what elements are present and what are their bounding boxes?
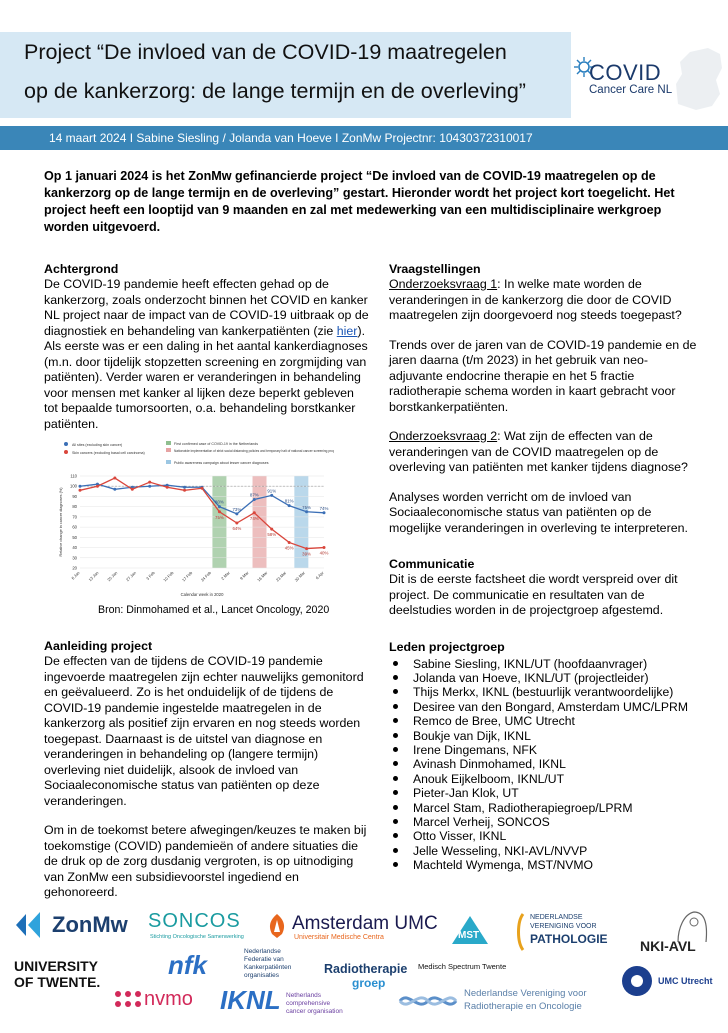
umc-utrecht-logo: UMC Utrecht xyxy=(658,976,713,986)
legend-label: Public awareness campaign about lesser cancer diagnoses xyxy=(174,461,269,465)
iknl-sub-2: comprehensive xyxy=(286,1000,331,1007)
data-point xyxy=(131,488,134,491)
umc-utrecht-icon xyxy=(620,964,654,998)
data-point xyxy=(183,486,186,489)
x-tick-label: 9 Mar xyxy=(238,570,250,581)
covid-logo-text: COVID xyxy=(589,60,662,85)
data-label: 58% xyxy=(267,532,277,538)
zonmw-icon xyxy=(14,910,48,940)
twente-line-1: UNIVERSITY xyxy=(14,958,99,974)
mst-full-name: Medisch Spectrum Twente xyxy=(418,962,507,971)
achtergrond-text-part2: ). Als eerste was er een daling in het aantal kankerdiagnoses (m.n. door tijdelijk stopzetten screening en zorgmijding van patiënten). Verder waren er veranderingen in behandeling voor mensen met kanker al lijken deze beperkt gebleven tot bepaalde tumorsoorten, o.a. behandeling borstkanker patiënten. xyxy=(44,323,368,431)
mst-logo: MST xyxy=(458,930,480,941)
page-title-line-2: op de kankerzorg: de lange termijn en de overleving” xyxy=(24,79,526,103)
partner-logos xyxy=(0,900,728,1033)
data-point xyxy=(148,481,151,484)
data-label: 87% xyxy=(249,492,259,498)
amsterdam-umc-logo: Amsterdam UMC xyxy=(292,913,438,934)
project-info: 14 maart 2024 I Sabine Siesling / Jolanda van Hoeve I ZonMw Projectnr: 10430372310017 xyxy=(49,131,533,145)
member-item: Thijs Merkx, IKNL (bestuurlijk verantwoordelijke) xyxy=(389,685,699,699)
y-tick-label: 80 xyxy=(72,504,77,510)
data-point xyxy=(166,486,169,489)
data-point xyxy=(201,487,204,490)
member-item: Jolanda van Hoeve, IKNL/UT (projectleider) xyxy=(389,671,699,685)
iknl-sub-3: cancer organisation xyxy=(286,1008,343,1015)
data-point xyxy=(323,511,326,514)
soncos-subtitle: Stichting Oncologische Samenwerking xyxy=(150,934,244,940)
nvvp-line-2: VERENIGING VOOR xyxy=(530,923,597,930)
data-point xyxy=(218,510,221,513)
y-tick-label: 70 xyxy=(72,514,77,520)
trends-paragraph: Trends over de jaren van de COVID-19 pandemie en de jaren daarna (t/m 2023) in het gebruik van neo-adjuvante endocrine therapie en het 5 fractie radiotherapie schema worden in kaart gebracht voor borstkankerpatiënten. xyxy=(389,337,697,414)
members-list xyxy=(389,657,699,873)
data-point xyxy=(288,541,291,544)
x-tick-label: 20 Jan xyxy=(106,570,119,583)
member-item: Boukje van Dijk, IKNL xyxy=(389,729,699,743)
data-label: 91% xyxy=(267,488,277,494)
section-title-vraagstellingen: Vraagstellingen xyxy=(389,262,481,276)
amsterdam-umc-subtitle: Universitair Medische Centra xyxy=(294,934,384,941)
section-title-aanleiding: Aanleiding project xyxy=(44,639,153,653)
data-point xyxy=(148,485,151,488)
member-item: Remco de Bree, UMC Utrecht xyxy=(389,714,699,728)
data-label: 74% xyxy=(249,515,259,521)
member-item: Marcel Verheij, SONCOS xyxy=(389,815,699,829)
member-item: Marcel Stam, Radiotherapiegroep/LPRM xyxy=(389,801,699,815)
data-point xyxy=(113,477,116,480)
legend-label: All sites (excluding skin cancer) xyxy=(72,443,123,447)
member-item: Otto Visser, IKNL xyxy=(389,829,699,843)
data-point xyxy=(96,485,99,488)
communicatie-text: Dit is de eerste factsheet die wordt verspreid over dit project. De communicatie en resultaten van de deelstudies worden in de projectgroep afgestemd. xyxy=(389,572,678,617)
nvvp-line-1: NEDERLANDSE xyxy=(530,914,583,921)
data-label: 80% xyxy=(215,499,224,505)
covid-cancer-care-logo xyxy=(573,54,723,104)
covid-logo-subtext: Cancer Care NL xyxy=(589,84,673,96)
hier-link[interactable]: hier xyxy=(336,323,358,338)
y-axis-title: Relative change in cancer diagnoses (%) xyxy=(59,487,63,557)
data-label: 39% xyxy=(302,551,311,557)
onderzoeksvraag-2-text: : Wat zijn de effecten van de veranderingen van de COVID maatregelen op de overleving van patiënten met kanker tijdens diagnose? xyxy=(389,429,688,474)
nfk-sub-1: Nederlandse xyxy=(244,948,281,955)
x-tick-label: 24 Feb xyxy=(199,570,213,583)
soncos-logo: SONCOS xyxy=(148,910,241,932)
netherlands-map-icon xyxy=(668,44,728,114)
section-title-achtergrond: Achtergrond xyxy=(44,262,119,276)
x-tick-label: 17 Feb xyxy=(180,570,194,583)
data-point xyxy=(270,494,273,497)
y-tick-label: 90 xyxy=(72,493,77,499)
x-tick-label: 30 Mar xyxy=(293,570,306,583)
legend-label: Skin cancers (excluding basal cell carcinoma) xyxy=(72,451,145,455)
member-item: Desiree van den Bongard, Amsterdam UMC/LPRM xyxy=(389,700,699,714)
x-tick-label: 10 Feb xyxy=(162,570,175,583)
nfk-sub-3: Kankerpatiënten xyxy=(244,964,292,971)
page-title-line-1: Project “De invloed van de COVID-19 maatregelen xyxy=(24,40,507,64)
iknl-logo: IKNL xyxy=(220,985,281,1015)
iknl-sub-1: Netherlands xyxy=(286,992,322,999)
aanleiding-paragraph-2: Om in de toekomst betere afwegingen/keuzes te maken bij toekomstige (COVID) pandemieën of andere situaties die de druk op de zorg dusdanig vergroten, is op uitnodiging van ZonMw een subsidievoorstel ingediend en gehonoreerd. xyxy=(44,823,367,899)
y-tick-label: 40 xyxy=(72,545,77,551)
onderzoeksvraag-2 xyxy=(389,429,699,476)
data-point xyxy=(235,512,238,515)
y-tick-label: 50 xyxy=(72,534,77,540)
x-tick-label: 16 Mar xyxy=(256,570,269,583)
data-point xyxy=(253,498,256,501)
chart-caption: Bron: Dinmohamed et al., Lancet Oncology, 2020 xyxy=(98,604,330,616)
section-title-leden: Leden projectgroep xyxy=(389,639,505,654)
data-point xyxy=(235,522,238,525)
right-column xyxy=(389,262,699,873)
amsterdam-umc-icon xyxy=(266,912,288,940)
onderzoeksvraag-1-label: Onderzoeksvraag 1 xyxy=(389,277,498,291)
nvro-line-2: Radiotherapie en Oncologie xyxy=(464,1001,582,1012)
data-point xyxy=(305,547,308,550)
intro-paragraph: Op 1 januari 2024 is het ZonMw gefinancierde project “De invloed van de COVID-19 maatregelen op de kankerzorg op de lange termijn en de overleving” gestart. Hieronder wordt het project kort toegelicht. Het project heeft een looptijd van 9 maanden en zal met medewerking van een multidisciplinaire werkgroep worden uitgevoerd. xyxy=(44,169,675,234)
data-point xyxy=(270,528,273,531)
data-point xyxy=(79,485,82,488)
y-tick-label: 20 xyxy=(72,565,77,571)
data-point xyxy=(218,505,221,508)
nvmo-icon xyxy=(110,988,144,1014)
member-item: Irene Dingemans, NFK xyxy=(389,743,699,757)
y-tick-label: 30 xyxy=(72,555,77,561)
legend-marker xyxy=(64,450,68,454)
legend-swatch xyxy=(166,448,171,452)
x-tick-label: 6 Jan xyxy=(70,570,81,581)
nfk-sub-4: organisaties xyxy=(244,972,280,979)
chart-figure xyxy=(58,440,334,600)
left-column-lower xyxy=(44,639,369,901)
member-item: Pieter-Jan Klok, UT xyxy=(389,786,699,800)
section-title-communicatie: Communicatie xyxy=(389,557,475,571)
x-tick-label: 23 Mar xyxy=(274,570,288,583)
x-tick-label: 6 Apr xyxy=(314,570,325,581)
member-item: Jelle Wesseling, NKI-AVL/NVVP xyxy=(389,844,699,858)
x-tick-label: 27 Jan xyxy=(124,570,138,583)
data-point xyxy=(183,489,186,492)
data-point xyxy=(323,546,326,549)
radiotherapie-line-1: Radiotherapie xyxy=(324,962,408,976)
onderzoeksvraag-1 xyxy=(389,277,699,324)
nvvp-line-3: PATHOLOGIE xyxy=(530,932,608,946)
y-tick-label: 100 xyxy=(70,483,77,489)
nfk-logo: nfk xyxy=(168,950,207,980)
nfk-sub-2: Federatie van xyxy=(244,956,284,963)
twente-line-2: OF TWENTE. xyxy=(14,974,101,990)
x-axis-title: Calendar week in 2020 xyxy=(180,592,224,597)
member-item: Sabine Siesling, IKNL/UT (hoofdaanvrager) xyxy=(389,657,699,671)
x-tick-label: 13 Jan xyxy=(87,570,100,583)
legend-label: First confirmed case of COVID-19 in the Netherlands xyxy=(174,442,259,446)
data-label: 45% xyxy=(284,545,294,551)
y-tick-label: 60 xyxy=(72,524,77,530)
data-label: 81% xyxy=(284,498,294,504)
band-first-case xyxy=(212,476,226,568)
data-label: 74% xyxy=(319,505,329,511)
data-label: 75% xyxy=(302,504,311,510)
legend-marker xyxy=(64,442,68,446)
legend-swatch xyxy=(166,441,171,445)
data-label: 64% xyxy=(232,526,242,532)
member-item: Anouk Eijkelboom, IKNL/UT xyxy=(389,772,699,786)
zonmw-logo: ZonMw xyxy=(52,912,128,937)
info-bar xyxy=(0,126,728,150)
pathologie-icon xyxy=(515,912,529,952)
x-tick-label: 3 Feb xyxy=(145,570,156,581)
radiotherapie-line-2: groep xyxy=(352,976,386,990)
data-point xyxy=(305,510,308,513)
y-tick-label: 110 xyxy=(70,473,77,479)
achtergrond-text xyxy=(44,277,369,432)
x-tick-label: 2 Mar xyxy=(220,570,231,581)
data-point xyxy=(288,504,291,507)
nvmo-logo: nvmo xyxy=(144,988,193,1010)
aanleiding-paragraph-1: De effecten van de tijdens de COVID-19 pandemie ingevoerde maatregelen zijn echter nauwelijks gemonitord en geëvalueerd. Zo is het onduidelijk of de tijdens de COVID-19 pandemie ingestelde maatregelen in de kankerzorg als positief zijn ervaren en nog steeds worden toegepast. Daarnaast is de uitstel van diagnose en veranderingen in behandeling op (langere termijn) overleving niet duidelijk, alsook de invloed van Sociaaleconomische status van patiënten op deze veranderingen. xyxy=(44,654,364,808)
left-column xyxy=(44,262,369,432)
member-item: Avinash Dinmohamed, IKNL xyxy=(389,757,699,771)
line-chart xyxy=(58,440,334,600)
legend-swatch xyxy=(166,460,171,464)
nvro-icon xyxy=(398,990,458,1012)
data-label: 73% xyxy=(232,506,242,512)
nki-avl-logo: NKI-AVL xyxy=(640,938,696,954)
data-label: 75% xyxy=(215,514,224,520)
onderzoeksvraag-2-label: Onderzoeksvraag 2 xyxy=(389,429,498,443)
achtergrond-text-part1: De COVID-19 pandemie heeft effecten gehad op de kankerzorg, zoals onderzocht binnen het COVID en kanker NL project naar de impact van de COVID-19 uitbraak op de diagnostiek en behandeling van kankerpatiënten (zie xyxy=(44,277,369,338)
analyses-paragraph: Analyses worden verricht om de invloed van Sociaaleconomische status van patiënten op de mogelijke veranderingen in overleving te interpreteren. xyxy=(389,489,688,535)
data-point xyxy=(79,489,82,492)
legend-label: Nationwide implementation of strict social distancing policies and temporary halt of national cancer screening programmes xyxy=(174,449,334,453)
onderzoeksvraag-1-text: : In welke mate worden de veranderingen in de kankerzorg die door de COVID maatregelen zijn doorgevoerd nog steeds toegepast? xyxy=(389,277,682,322)
data-label: 40% xyxy=(319,550,329,556)
data-point xyxy=(253,511,256,514)
nvro-line-1: Nederlandse Vereniging voor xyxy=(464,988,587,999)
member-item: Machteld Wymenga, MST/NVMO xyxy=(389,858,699,872)
data-point xyxy=(113,488,116,491)
